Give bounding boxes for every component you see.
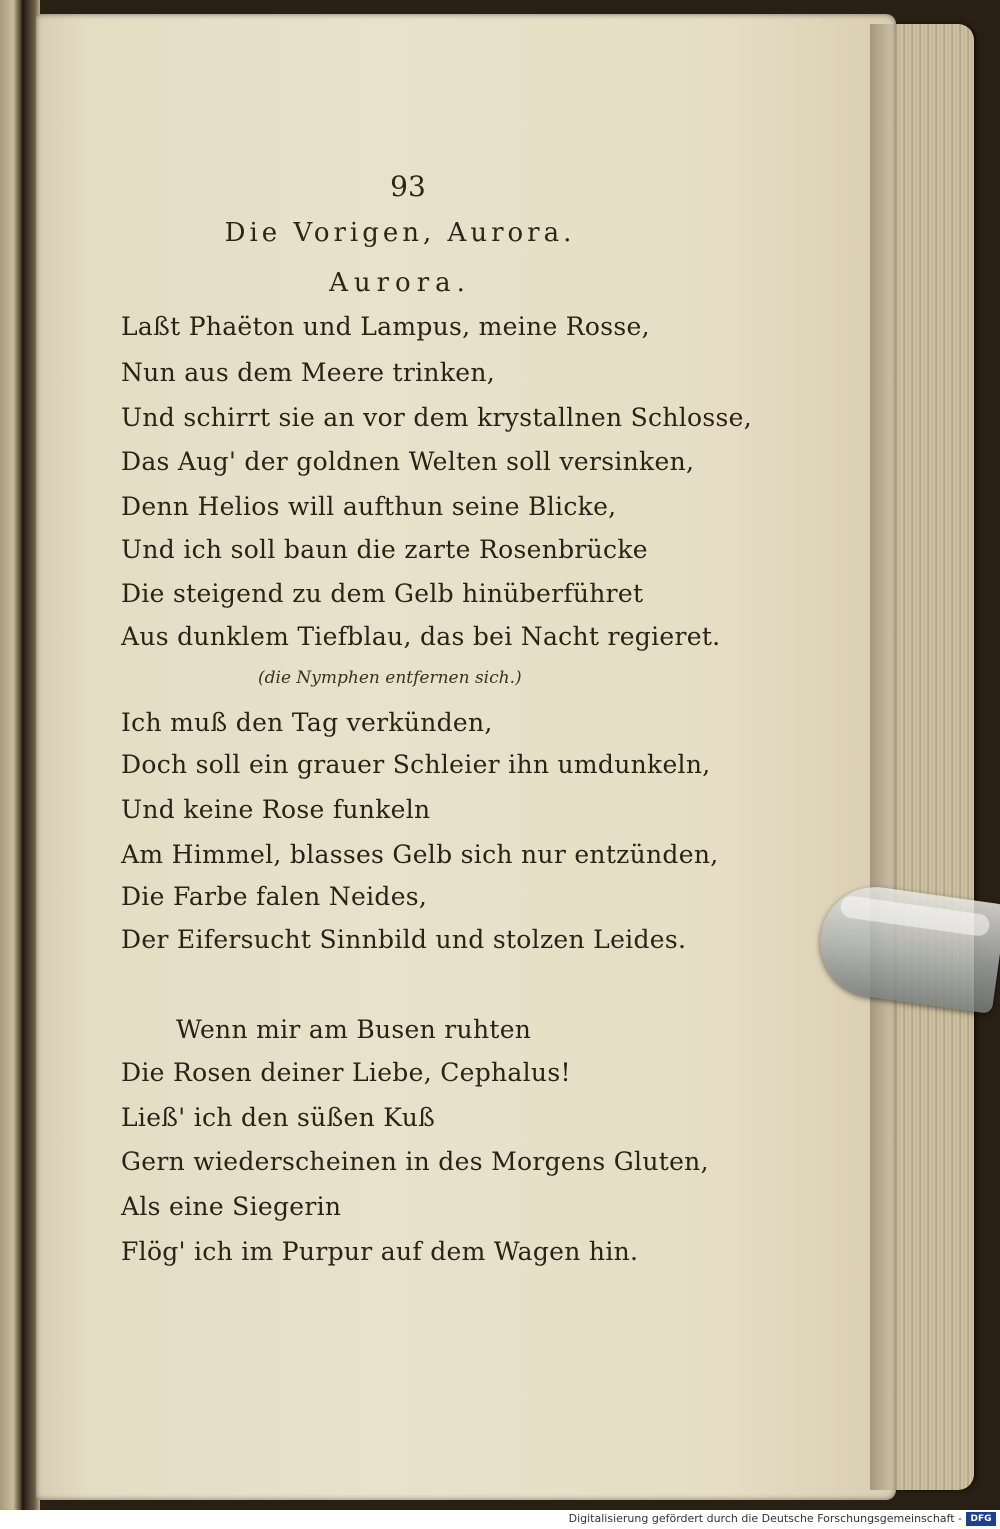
stage-direction: (die Nymphen entfernen sich.) — [258, 668, 522, 688]
verse-line: Und schirrt sie an vor dem krystallnen Schlosse, — [121, 403, 753, 432]
verse-line: Aus dunklem Tiefblau, das bei Nacht regieret. — [121, 622, 721, 651]
verse-line: Wenn mir am Busen ruhten — [176, 1015, 532, 1044]
verse-line: Flög' ich im Purpur auf dem Wagen hin. — [121, 1237, 639, 1266]
verse-line: Ich muß den Tag verkünden, — [121, 708, 493, 737]
funding-credit: Digitalisierung gefördert durch die Deutsche Forschungsgemeinschaft - — [568, 1512, 962, 1525]
verse-line: Denn Helios will aufthun seine Blicke, — [121, 492, 617, 521]
page-number: 93 — [390, 170, 426, 203]
verse-line: Das Aug' der goldnen Welten soll versinken, — [121, 447, 695, 476]
verse-line: Laßt Phaëton und Lampus, meine Rosse, — [121, 312, 650, 341]
verse-line: Die steigend zu dem Gelb hinüberführet — [121, 579, 644, 608]
verse-line: Doch soll ein grauer Schleier ihn umdunkeln, — [121, 750, 711, 779]
dfg-logo: DFG — [966, 1512, 996, 1526]
scene-heading: Die Vorigen, Aurora. — [224, 218, 576, 248]
speaker-name: Aurora. — [329, 268, 471, 298]
verse-line: Und keine Rose funkeln — [121, 795, 431, 824]
verse-line: Die Farbe falen Neides, — [121, 882, 428, 911]
verse-line: Nun aus dem Meere trinken, — [121, 358, 496, 387]
verse-line: Am Himmel, blasses Gelb sich nur entzünden, — [121, 840, 719, 869]
verse-line: Als eine Siegerin — [121, 1192, 342, 1221]
verse-line: Ließ' ich den süßen Kuß — [121, 1103, 436, 1132]
verse-line: Der Eifersucht Sinnbild und stolzen Leides. — [121, 925, 687, 954]
verse-line: Gern wiederscheinen in des Morgens Gluten, — [121, 1147, 709, 1176]
verse-line: Die Rosen deiner Liebe, Cephalus! — [121, 1058, 571, 1087]
verse-line: Und ich soll baun die zarte Rosenbrücke — [121, 535, 648, 564]
